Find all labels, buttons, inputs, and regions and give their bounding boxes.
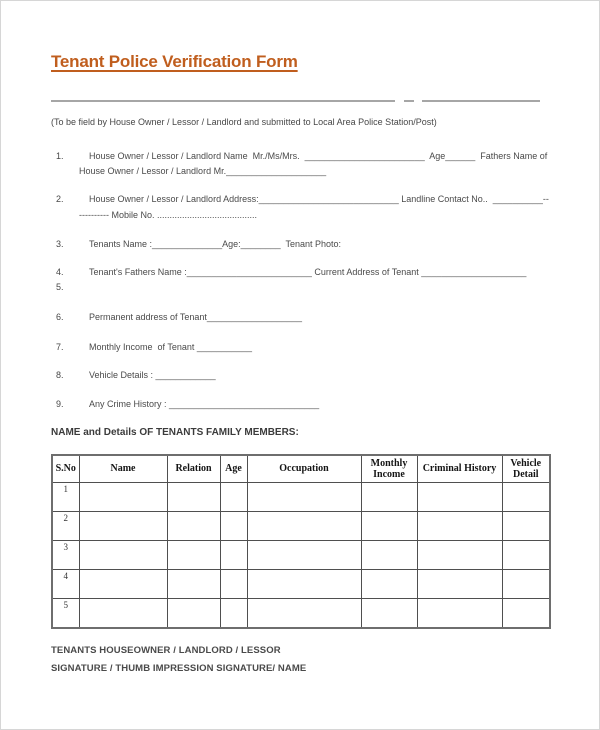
column-header-monthly-income: Monthly Income <box>361 455 417 483</box>
empty-cell <box>79 541 167 570</box>
item-7-line-1: Monthly Income of Tenant ___________ <box>89 342 252 352</box>
item-6-line-1: Permanent address of Tenant___________________ <box>89 312 303 322</box>
empty-cell <box>247 512 361 541</box>
empty-cell <box>417 483 502 512</box>
empty-cell <box>220 541 247 570</box>
family-members-heading: NAME and Details OF TENANTS FAMILY MEMBERS: <box>51 427 299 438</box>
item-number-1: 1. <box>56 151 64 161</box>
page-title: Tenant Police Verification Form <box>51 52 298 71</box>
separator-line <box>422 100 540 102</box>
empty-cell <box>417 570 502 599</box>
empty-cell <box>220 599 247 629</box>
item-number-5: 5. <box>56 282 64 292</box>
table-row <box>52 512 550 541</box>
empty-cell <box>247 599 361 629</box>
item-8-line-1: Vehicle Details : ____________ <box>89 370 216 380</box>
table-row <box>52 599 550 629</box>
form-intro: (To be field by House Owner / Lessor / Landlord and submitted to Local Area Police Station/Post) <box>51 117 437 127</box>
empty-cell <box>247 541 361 570</box>
empty-cell <box>79 570 167 599</box>
row-number-cell: 4 <box>52 570 79 599</box>
empty-cell <box>502 483 550 512</box>
column-header-relation: Relation <box>167 455 220 483</box>
item-number-7: 7. <box>56 342 64 352</box>
empty-cell <box>79 599 167 629</box>
empty-cell <box>220 483 247 512</box>
item-1-line-1: House Owner / Lessor / Landlord Name Mr./Ms/Mrs. ________________________ Age______ Fathers Name of <box>89 151 548 161</box>
item-number-8: 8. <box>56 370 64 380</box>
column-header-sno: S.No <box>52 455 79 483</box>
empty-cell <box>247 570 361 599</box>
item-number-4: 4. <box>56 267 64 277</box>
item-2-line-2: ---------- Mobile No. ........................................ <box>79 210 258 220</box>
empty-cell <box>361 570 417 599</box>
row-number-cell: 1 <box>52 483 79 512</box>
empty-cell <box>247 483 361 512</box>
column-header-name: Name <box>79 455 167 483</box>
item-number-9: 9. <box>56 399 64 409</box>
empty-cell <box>361 512 417 541</box>
empty-cell <box>361 541 417 570</box>
item-number-3: 3. <box>56 239 64 249</box>
empty-cell <box>167 512 220 541</box>
table-row <box>52 570 550 599</box>
signature-label-line-1: TENANTS HOUSEOWNER / LANDLORD / LESSOR <box>51 645 281 656</box>
empty-cell <box>361 483 417 512</box>
item-number-2: 2. <box>56 194 64 204</box>
family-members-table <box>51 454 551 629</box>
empty-cell <box>167 483 220 512</box>
empty-cell <box>220 570 247 599</box>
empty-cell <box>167 570 220 599</box>
row-number-cell: 2 <box>52 512 79 541</box>
empty-cell <box>361 599 417 629</box>
column-header-criminal-history: Criminal History <box>417 455 502 483</box>
empty-cell <box>502 541 550 570</box>
item-3-line-1: Tenants Name :______________Age:________ Tenant Photo: <box>89 239 342 249</box>
table-header-row <box>52 455 550 483</box>
empty-cell <box>417 512 502 541</box>
item-9-line-1: Any Crime History : ______________________________ <box>89 399 320 409</box>
column-header-age: Age <box>220 455 247 483</box>
empty-cell <box>502 570 550 599</box>
row-number-cell: 3 <box>52 541 79 570</box>
empty-cell <box>220 512 247 541</box>
empty-cell <box>417 541 502 570</box>
table-row <box>52 541 550 570</box>
row-number-cell: 5 <box>52 599 79 629</box>
empty-cell <box>79 512 167 541</box>
column-header-occupation: Occupation <box>247 455 361 483</box>
signature-label-line-2: SIGNATURE / THUMB IMPRESSION SIGNATURE/ NAME <box>51 663 307 674</box>
item-2-line-1: House Owner / Lessor / Landlord Address:____________________________ Landline Contact No.. __________-- <box>89 194 549 204</box>
empty-cell <box>167 599 220 629</box>
empty-cell <box>502 599 550 629</box>
empty-cell <box>502 512 550 541</box>
column-header-vehicle-detail: Vehicle Detail <box>502 455 550 483</box>
item-4-line-1: Tenant's Fathers Name :_________________________ Current Address of Tenant _____________________ <box>89 267 527 277</box>
empty-cell <box>167 541 220 570</box>
separator-line <box>404 100 414 102</box>
table-row <box>52 483 550 512</box>
separator-line <box>51 100 395 102</box>
empty-cell <box>417 599 502 629</box>
item-1-line-2: House Owner / Lessor / Landlord Mr.____________________ <box>79 166 327 176</box>
item-number-6: 6. <box>56 312 64 322</box>
empty-cell <box>79 483 167 512</box>
